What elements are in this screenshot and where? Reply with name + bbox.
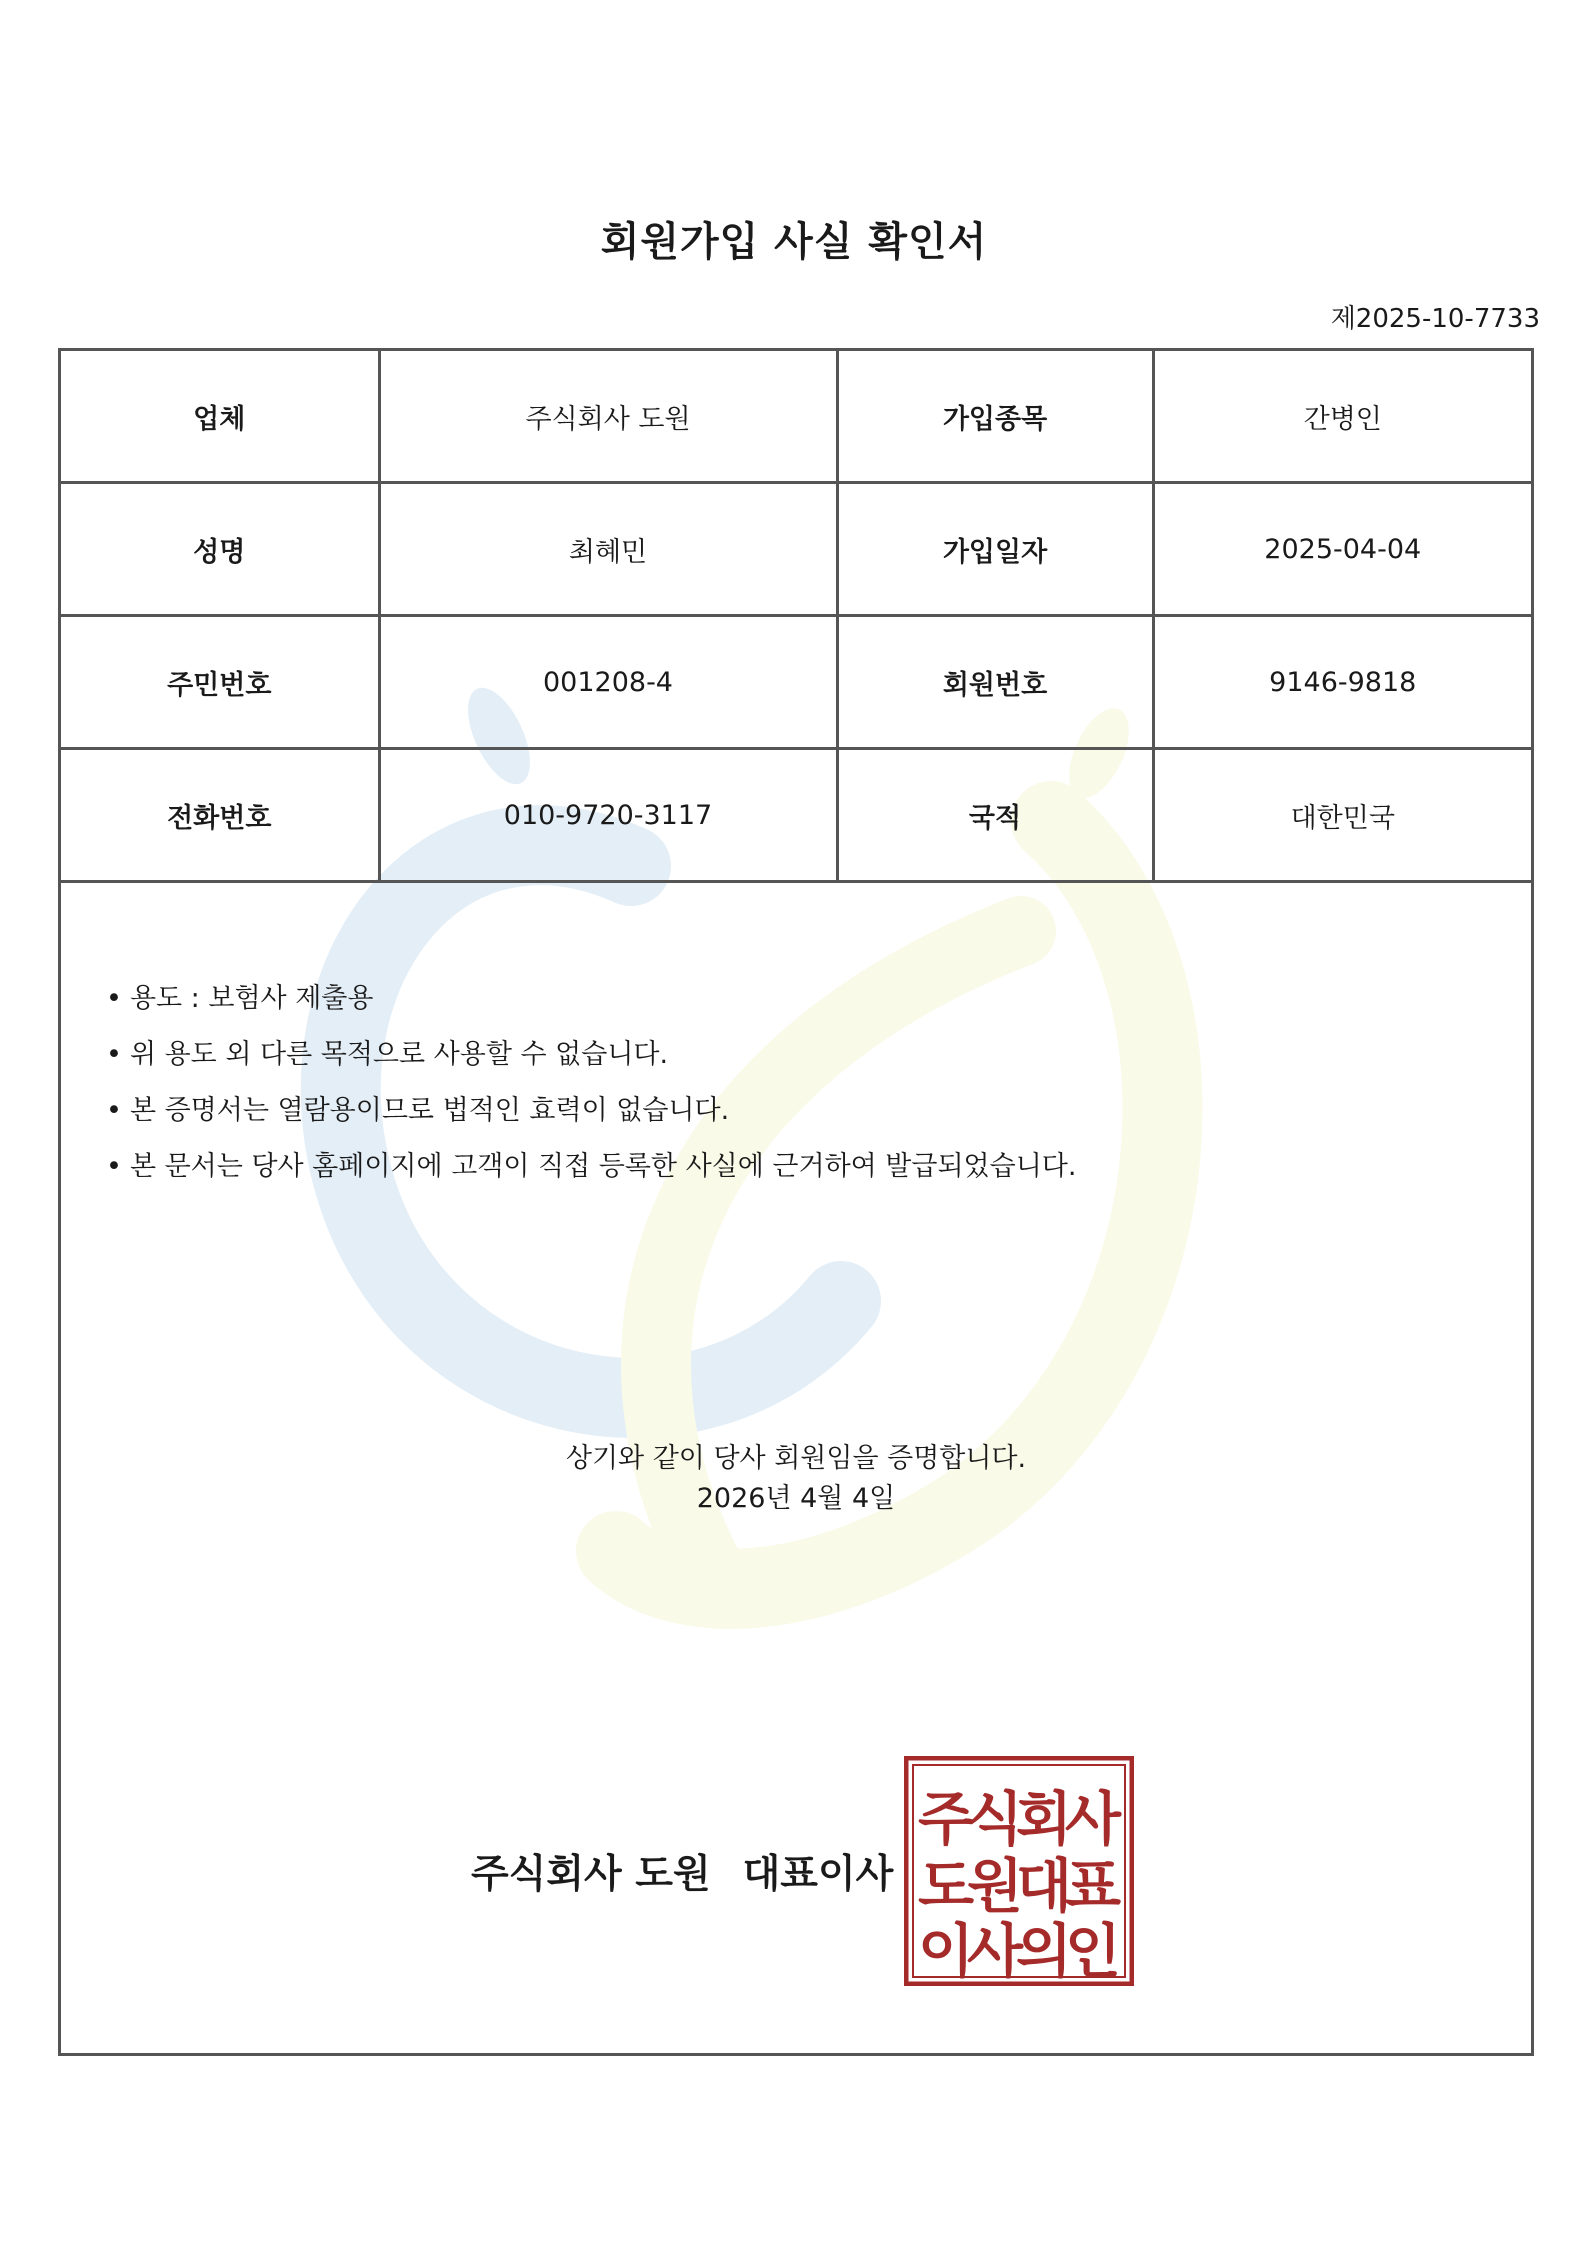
document-frame: [58, 348, 1534, 2056]
value-phone: 010-9720-3117: [379, 749, 837, 882]
seal-char: 사: [966, 1917, 1024, 1985]
seal-char: 의: [1015, 1917, 1073, 1985]
value-membership-type: 간병인: [1153, 351, 1531, 483]
list-item: • 본 문서는 당사 홈페이지에 고객이 직접 등록한 사실에 근거하여 발급되었습니다.: [106, 1139, 1076, 1195]
label-nationality: 국적: [837, 749, 1153, 882]
table-row: [61, 351, 1531, 483]
signature-title: 대표이사: [742, 1852, 894, 1897]
list-item: • 용도 : 보험사 제출용: [106, 971, 1076, 1027]
label-member-number: 회원번호: [837, 616, 1153, 749]
list-item: • 위 용도 외 다른 목적으로 사용할 수 없습니다.: [106, 1027, 1076, 1083]
document-title: 회원가입 사실 확인서: [600, 219, 988, 265]
value-join-date: 2025-04-04: [1153, 483, 1531, 616]
value-company: 주식회사 도원: [379, 351, 837, 483]
label-name: 성명: [61, 483, 379, 616]
signature-line: [471, 1843, 893, 1899]
seal-char: 식: [966, 1785, 1024, 1853]
table-row: [61, 749, 1531, 882]
value-member-number: 9146-9818: [1153, 616, 1531, 749]
signature-company: 주식회사 도원: [471, 1852, 711, 1897]
value-resident-number: 001208-4: [379, 616, 837, 749]
seal-char: 표: [1064, 1852, 1122, 1920]
member-info-table: [61, 351, 1531, 883]
notes-list: [106, 971, 1076, 1195]
label-resident-number: 주민번호: [61, 616, 379, 749]
label-membership-type: 가입종목: [837, 351, 1153, 483]
issue-date: 2026년 4월 4일: [696, 1483, 896, 1514]
seal-char: 주: [917, 1785, 975, 1853]
seal-char: 대: [1015, 1852, 1073, 1920]
label-join-date: 가입일자: [837, 483, 1153, 616]
table-row: [61, 616, 1531, 749]
seal-char: 사: [1064, 1785, 1122, 1853]
label-company: 업체: [61, 351, 379, 483]
seal-char: 이: [917, 1917, 975, 1985]
seal-char: 인: [1064, 1917, 1122, 1985]
list-item: • 본 증명서는 열람용이므로 법적인 효력이 없습니다.: [106, 1083, 1076, 1139]
seal-char: 회: [1015, 1785, 1073, 1853]
value-name: 최혜민: [379, 483, 837, 616]
value-nationality: 대한민국: [1153, 749, 1531, 882]
company-seal: [904, 1756, 1134, 1986]
certification-block: [61, 1439, 1531, 1519]
seal-char: 원: [966, 1852, 1024, 1920]
document-number: 제2025-10-7733: [1330, 304, 1540, 334]
certification-statement: 상기와 같이 당사 회원임을 증명합니다.: [565, 1443, 1027, 1474]
seal-char: 도: [917, 1852, 975, 1920]
table-row: [61, 483, 1531, 616]
label-phone: 전화번호: [61, 749, 379, 882]
